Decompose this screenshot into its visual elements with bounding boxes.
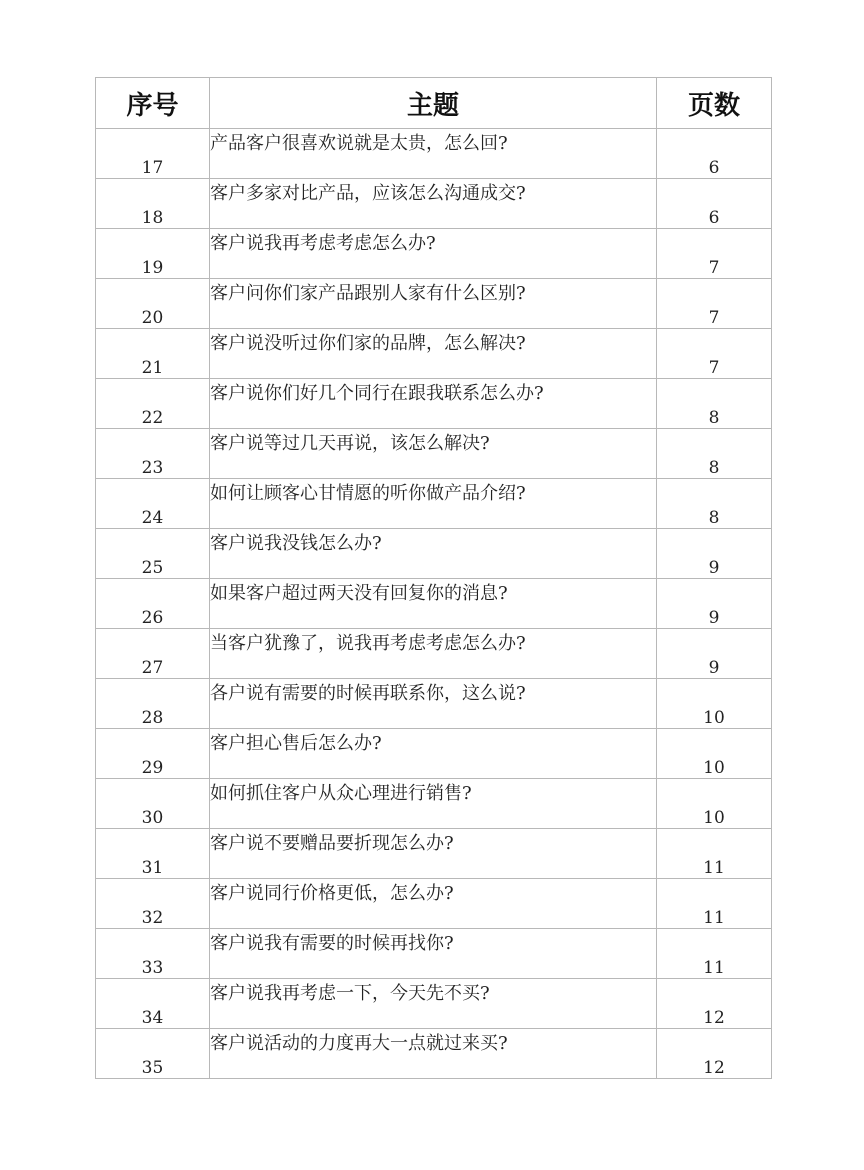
table-row <box>96 779 772 829</box>
row-topic: 客户说活动的力度再大一点就过来买? <box>210 1029 657 1079</box>
row-number: 20 <box>96 279 210 329</box>
row-topic: 如果客户超过两天没有回复你的消息? <box>210 579 657 629</box>
row-page: 8 <box>657 479 772 529</box>
row-page: 7 <box>657 329 772 379</box>
row-page: 10 <box>657 779 772 829</box>
row-page: 8 <box>657 429 772 479</box>
table-row <box>96 579 772 629</box>
row-page: 9 <box>657 629 772 679</box>
row-topic: 客户说不要赠品要折现怎么办? <box>210 829 657 879</box>
row-number: 23 <box>96 429 210 479</box>
table-row <box>96 129 772 179</box>
row-topic: 客户说我再考虑考虑怎么办? <box>210 229 657 279</box>
table-row <box>96 179 772 229</box>
row-page: 11 <box>657 929 772 979</box>
table-row <box>96 679 772 729</box>
row-topic: 客户说等过几天再说，该怎么解决? <box>210 429 657 479</box>
row-number: 33 <box>96 929 210 979</box>
row-topic: 如何让顾客心甘情愿的听你做产品介绍? <box>210 479 657 529</box>
row-topic: 客户担心售后怎么办? <box>210 729 657 779</box>
header-pages: 页数 <box>657 78 772 129</box>
row-page: 9 <box>657 529 772 579</box>
row-number: 31 <box>96 829 210 879</box>
row-topic: 各户说有需要的时候再联系你，这么说? <box>210 679 657 729</box>
row-number: 17 <box>96 129 210 179</box>
row-topic: 如何抓住客户从众心理进行销售? <box>210 779 657 829</box>
table-row <box>96 629 772 679</box>
row-number: 28 <box>96 679 210 729</box>
contents-table <box>95 77 772 1079</box>
row-page: 9 <box>657 579 772 629</box>
row-number: 18 <box>96 179 210 229</box>
table-row <box>96 429 772 479</box>
row-topic: 客户说我再考虑一下，今天先不买? <box>210 979 657 1029</box>
row-number: 24 <box>96 479 210 529</box>
table-row <box>96 379 772 429</box>
table-row <box>96 929 772 979</box>
row-topic: 产品客户很喜欢说就是太贵，怎么回? <box>210 129 657 179</box>
row-page: 6 <box>657 179 772 229</box>
row-page: 6 <box>657 129 772 179</box>
table-row <box>96 729 772 779</box>
row-topic: 当客户犹豫了，说我再考虑考虑怎么办? <box>210 629 657 679</box>
row-number: 25 <box>96 529 210 579</box>
row-number: 32 <box>96 879 210 929</box>
table-row <box>96 879 772 929</box>
table-row <box>96 529 772 579</box>
row-number: 34 <box>96 979 210 1029</box>
row-number: 22 <box>96 379 210 429</box>
row-page: 12 <box>657 979 772 1029</box>
header-number: 序号 <box>96 78 210 129</box>
row-topic: 客户多家对比产品，应该怎么沟通成交? <box>210 179 657 229</box>
row-number: 19 <box>96 229 210 279</box>
row-topic: 客户说我有需要的时候再找你? <box>210 929 657 979</box>
row-topic: 客户说没听过你们家的品牌，怎么解决? <box>210 329 657 379</box>
row-topic: 客户问你们家产品跟别人家有什么区别? <box>210 279 657 329</box>
row-page: 7 <box>657 229 772 279</box>
row-page: 8 <box>657 379 772 429</box>
row-page: 10 <box>657 679 772 729</box>
row-page: 11 <box>657 829 772 879</box>
row-number: 30 <box>96 779 210 829</box>
row-topic: 客户说你们好几个同行在跟我联系怎么办? <box>210 379 657 429</box>
table-row <box>96 229 772 279</box>
header-topic: 主题 <box>210 78 657 129</box>
table-row <box>96 1029 772 1079</box>
table-row <box>96 479 772 529</box>
header-row <box>96 78 772 129</box>
row-page: 11 <box>657 879 772 929</box>
row-page: 10 <box>657 729 772 779</box>
row-number: 21 <box>96 329 210 379</box>
table-row <box>96 329 772 379</box>
row-topic: 客户说同行价格更低，怎么办? <box>210 879 657 929</box>
row-page: 12 <box>657 1029 772 1079</box>
table-row <box>96 979 772 1029</box>
row-number: 27 <box>96 629 210 679</box>
row-number: 26 <box>96 579 210 629</box>
row-topic: 客户说我没钱怎么办? <box>210 529 657 579</box>
table-row <box>96 829 772 879</box>
row-page: 7 <box>657 279 772 329</box>
row-number: 35 <box>96 1029 210 1079</box>
table-row <box>96 279 772 329</box>
row-number: 29 <box>96 729 210 779</box>
